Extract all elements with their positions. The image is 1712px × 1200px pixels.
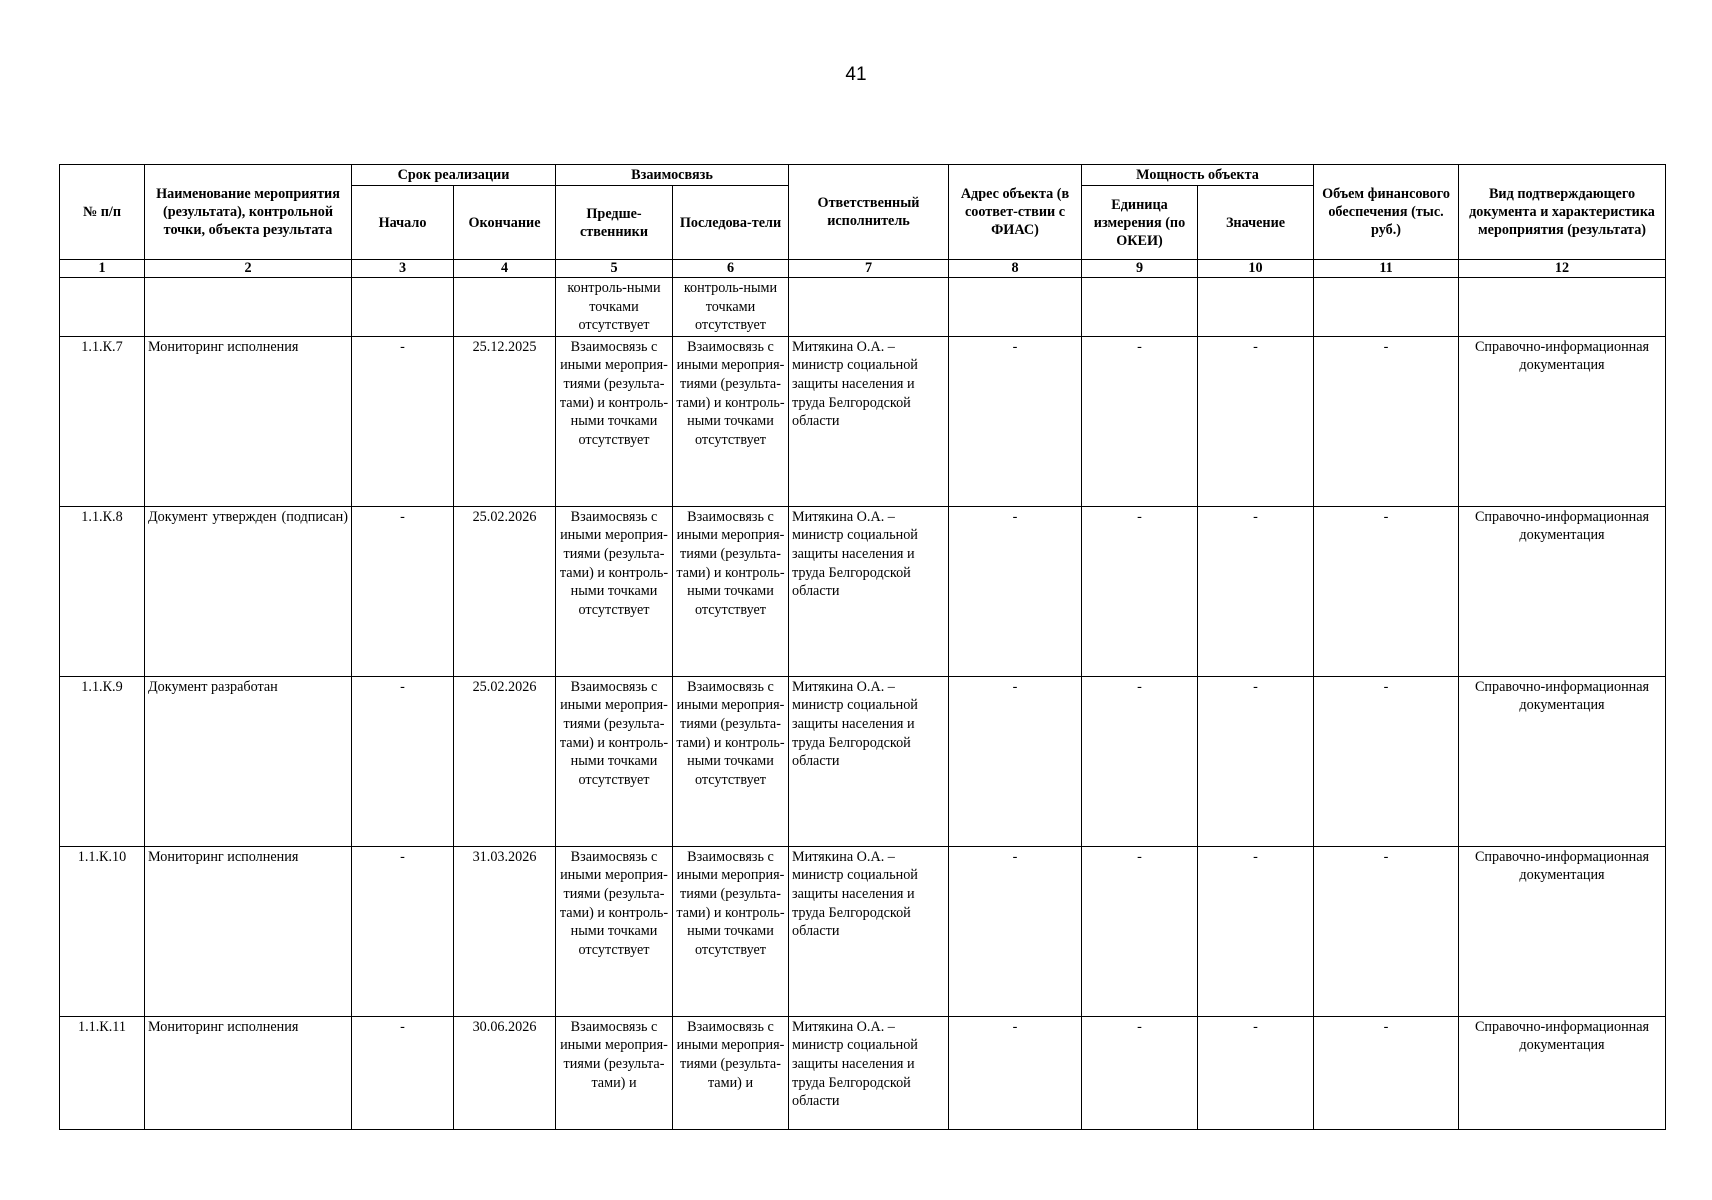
- header-finance: Объем финансового обеспечения (тыс. руб.): [1314, 165, 1459, 260]
- cell-next: Взаимосвязь с иными мероприя-тиями (результа-тами) и контроль-ными точками отсутствует: [673, 506, 789, 676]
- cell-doc: Справочно-информационная документация: [1459, 506, 1666, 676]
- cell-finance: -: [1314, 846, 1459, 1016]
- cell-value: -: [1198, 846, 1314, 1016]
- header-num: № п/п: [60, 165, 145, 260]
- cell-address: [949, 278, 1082, 337]
- header-term-group: Срок реализации: [352, 165, 556, 186]
- column-number: 12: [1459, 260, 1666, 278]
- cell-start: -: [352, 846, 454, 1016]
- column-number: 5: [556, 260, 673, 278]
- cell-responsible: Митякина О.А. – министр социальной защиты населения и труда Белгородской области: [789, 506, 949, 676]
- cell-next: контроль-ными точками отсутствует: [673, 278, 789, 337]
- cell-value: [1198, 278, 1314, 337]
- cell-start: -: [352, 676, 454, 846]
- header-capacity-group: Мощность объекта: [1082, 165, 1314, 186]
- header-responsible: Ответственный исполнитель: [789, 165, 949, 260]
- cell-start: -: [352, 506, 454, 676]
- cell-responsible: [789, 278, 949, 337]
- cell-prev: Взаимосвязь с иными мероприя-тиями (результа-тами) и контроль-ными точками отсутствует: [556, 506, 673, 676]
- column-number: 8: [949, 260, 1082, 278]
- cell-doc: Справочно-информационная документация: [1459, 1016, 1666, 1129]
- cell-value: -: [1198, 676, 1314, 846]
- cell-responsible: Митякина О.А. – министр социальной защиты населения и труда Белгородской области: [789, 1016, 949, 1129]
- cell-address: -: [949, 336, 1082, 506]
- cell-address: -: [949, 506, 1082, 676]
- table-row: [60, 336, 1666, 506]
- cell-next: Взаимосвязь с иными мероприя-тиями (результа-тами) и: [673, 1016, 789, 1129]
- cell-value: -: [1198, 506, 1314, 676]
- cell-num: [60, 278, 145, 337]
- cell-responsible: Митякина О.А. – министр социальной защиты населения и труда Белгородской области: [789, 676, 949, 846]
- cell-address: -: [949, 1016, 1082, 1129]
- cell-unit: -: [1082, 676, 1198, 846]
- cell-num: 1.1.К.7: [60, 336, 145, 506]
- cell-address: -: [949, 676, 1082, 846]
- column-numbers-row: [60, 260, 1666, 278]
- cell-doc: Справочно-информационная документация: [1459, 846, 1666, 1016]
- column-number: 9: [1082, 260, 1198, 278]
- cell-unit: -: [1082, 846, 1198, 1016]
- cell-finance: -: [1314, 506, 1459, 676]
- cell-finance: -: [1314, 336, 1459, 506]
- cell-address: -: [949, 846, 1082, 1016]
- column-number: 11: [1314, 260, 1459, 278]
- table-row: [60, 676, 1666, 846]
- header-term-end: Окончание: [454, 186, 556, 260]
- cell-end: 25.12.2025: [454, 336, 556, 506]
- cell-unit: [1082, 278, 1198, 337]
- cell-end: 25.02.2026: [454, 676, 556, 846]
- cell-next: Взаимосвязь с иными мероприя-тиями (результа-тами) и контроль-ными точками отсутствует: [673, 676, 789, 846]
- header-name: Наименование мероприятия (результата), контрольной точки, объекта результата: [145, 165, 352, 260]
- column-number: 10: [1198, 260, 1314, 278]
- cell-end: 30.06.2026: [454, 1016, 556, 1129]
- cell-num: 1.1.К.8: [60, 506, 145, 676]
- cell-unit: -: [1082, 336, 1198, 506]
- header-capacity-unit: Единица измерения (по ОКЕИ): [1082, 186, 1198, 260]
- cell-doc: [1459, 278, 1666, 337]
- table-row: [60, 506, 1666, 676]
- cell-unit: -: [1082, 1016, 1198, 1129]
- cell-start: [352, 278, 454, 337]
- table-body: [60, 278, 1666, 1130]
- cell-responsible: Митякина О.А. – министр социальной защиты населения и труда Белгородской области: [789, 336, 949, 506]
- implementation-plan-table: [59, 164, 1666, 1130]
- column-number: 1: [60, 260, 145, 278]
- page-number: 41: [845, 64, 867, 85]
- header-term-start: Начало: [352, 186, 454, 260]
- cell-num: 1.1.К.10: [60, 846, 145, 1016]
- column-number: 6: [673, 260, 789, 278]
- cell-start: -: [352, 1016, 454, 1129]
- cell-start: -: [352, 336, 454, 506]
- header-link-next: Последова-тели: [673, 186, 789, 260]
- cell-value: -: [1198, 336, 1314, 506]
- header-doc-type: Вид подтверждающего документа и характеристика мероприятия (результата): [1459, 165, 1666, 260]
- cell-prev: Взаимосвязь с иными мероприя-тиями (результа-тами) и: [556, 1016, 673, 1129]
- header-capacity-value: Значение: [1198, 186, 1314, 260]
- table-row: [60, 1016, 1666, 1129]
- cell-end: 25.02.2026: [454, 506, 556, 676]
- cell-finance: [1314, 278, 1459, 337]
- cell-next: Взаимосвязь с иными мероприя-тиями (результа-тами) и контроль-ными точками отсутствует: [673, 336, 789, 506]
- cell-prev: контроль-ными точками отсутствует: [556, 278, 673, 337]
- cell-prev: Взаимосвязь с иными мероприя-тиями (результа-тами) и контроль-ными точками отсутствует: [556, 676, 673, 846]
- cell-name: Документ разработан: [145, 676, 352, 846]
- cell-prev: Взаимосвязь с иными мероприя-тиями (результа-тами) и контроль-ными точками отсутствует: [556, 846, 673, 1016]
- cell-name: Документ утвержден (подписан): [145, 506, 352, 676]
- cell-name: Мониторинг исполнения: [145, 846, 352, 1016]
- cell-finance: -: [1314, 1016, 1459, 1129]
- cell-name: Мониторинг исполнения: [145, 1016, 352, 1129]
- cell-prev: Взаимосвязь с иными мероприя-тиями (результа-тами) и контроль-ными точками отсутствует: [556, 336, 673, 506]
- cell-next: Взаимосвязь с иными мероприя-тиями (результа-тами) и контроль-ными точками отсутствует: [673, 846, 789, 1016]
- cell-responsible: Митякина О.А. – министр социальной защиты населения и труда Белгородской области: [789, 846, 949, 1016]
- column-number: 4: [454, 260, 556, 278]
- column-number: 2: [145, 260, 352, 278]
- header-address: Адрес объекта (в соответ-ствии с ФИАС): [949, 165, 1082, 260]
- cell-name: [145, 278, 352, 337]
- header-link-prev: Предше-ственники: [556, 186, 673, 260]
- table-row: [60, 846, 1666, 1016]
- column-number: 7: [789, 260, 949, 278]
- cell-name: Мониторинг исполнения: [145, 336, 352, 506]
- column-number: 3: [352, 260, 454, 278]
- cell-value: -: [1198, 1016, 1314, 1129]
- cell-unit: -: [1082, 506, 1198, 676]
- cell-doc: Справочно-информационная документация: [1459, 676, 1666, 846]
- header-link-group: Взаимосвязь: [556, 165, 789, 186]
- cell-doc: Справочно-информационная документация: [1459, 336, 1666, 506]
- continuation-row: [60, 278, 1666, 337]
- cell-num: 1.1.К.11: [60, 1016, 145, 1129]
- cell-num: 1.1.К.9: [60, 676, 145, 846]
- cell-end: [454, 278, 556, 337]
- cell-end: 31.03.2026: [454, 846, 556, 1016]
- table-header: [60, 165, 1666, 278]
- cell-finance: -: [1314, 676, 1459, 846]
